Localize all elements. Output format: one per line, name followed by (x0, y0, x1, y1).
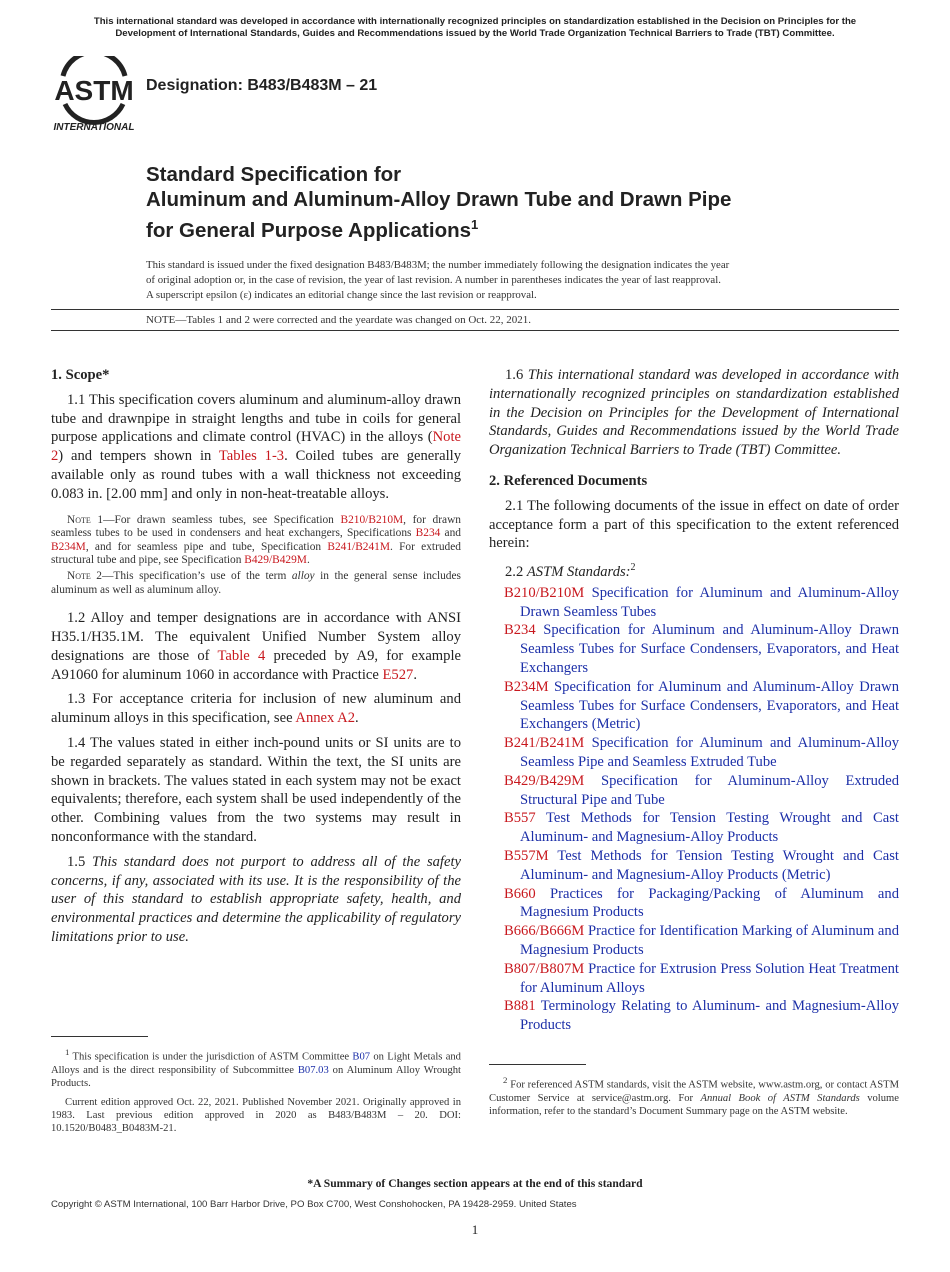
link-b07[interactable]: B07 (352, 1051, 371, 1063)
reference-item[interactable] (489, 734, 899, 772)
reference-title: Test Methods for Tension Testing Wrought and Cast Aluminum- and Magnesium-Alloy Products (520, 810, 899, 846)
footnote-rule-left (51, 1036, 148, 1037)
svg-text:INTERNATIONAL: INTERNATIONAL (53, 122, 135, 133)
link-b429[interactable]: B429/B429M (244, 554, 307, 567)
divider-top (51, 309, 899, 310)
reference-item[interactable] (489, 922, 899, 960)
reference-code: B234M (504, 678, 549, 695)
link-e527[interactable]: E527 (382, 666, 414, 683)
link-b210[interactable]: B210/B210M (340, 513, 404, 526)
reference-title: Test Methods for Tension Testing Wrought and Cast Aluminum- and Magnesium-Alloy Products (Metric) (520, 847, 899, 883)
link-b07-03[interactable]: B07.03 (297, 1064, 329, 1076)
left-column (51, 366, 461, 953)
svg-text:ASTM: ASTM (54, 75, 134, 106)
issued-statement: This standard is issued under the fixed designation B483/B483M; the number immediately following the designation indicates the year of original adoption or, in the case of revision, the year of last revision. A number in parentheses indicates the year of last reapproval. A superscript epsilon (ε) indicates an editorial change since the last revision or reapproval. (146, 259, 730, 301)
page-number: 1 (471, 1222, 479, 1237)
reference-item[interactable] (489, 621, 899, 677)
top-notice (45, 16, 905, 39)
top-notice-line2: Development of International Standards, Guides and Recommendations issued by the World Trade Organization Technical Barriers to Trade (TBT) Committee. (115, 27, 835, 39)
right-column (489, 366, 899, 1035)
reference-code: B429/B429M (504, 772, 585, 789)
reference-title: Practice for Identification Marking of Aluminum and Magnesium Products (520, 923, 899, 958)
reference-title: Specification for Aluminum and Aluminum-Alloy Drawn Seamless Tubes (520, 584, 899, 620)
reference-code: B234 (504, 622, 536, 639)
reference-title: Practices for Packaging/Packing of Aluminum and Magnesium Products (520, 885, 899, 921)
reference-code: B881 (504, 998, 536, 1015)
reference-title: Practice for Extrusion Press Solution Heat Treatment for Aluminum Alloys (520, 960, 899, 996)
reference-code: B210/B210M (504, 584, 585, 601)
reference-code: B241/B241M (504, 735, 585, 752)
reference-item[interactable] (489, 584, 899, 622)
reference-title: Terminology Relating to Aluminum- and Magnesium-Alloy Products (520, 998, 899, 1034)
reference-code: B557 (504, 810, 536, 827)
para-1-2: 1.2 Alloy and temper designations are in accordance with ANSI H35.1/H35.1M. The equivalent Unified Number System alloy designations are those of Table 4 preceded by A9, for example A91060 for aluminum 1060 in accordance with Practice E527. (51, 610, 461, 683)
para-1-6: 1.6 This international standard was developed in accordance with internationally recognized principles on standardization established in the Decision on Principles for the Development of International Standards, Guides and Recommendations issued by the World Trade Organization Technical Barriers to Trade (TBT) Committee. (489, 367, 900, 459)
footnote-1: $^1$ This specification is under the jurisdiction of ASTM Committee B07 on Light Metals and Alloys and is the direct responsibility of Subcommittee B07.03 on Aluminum Alloy Wrought Products. Current edition approved Oct. 22, 2021. Published November 2021. Originally approved in 1983. Last previous edition approved in 2020 as B483/B483M – 20. DOI: 10.1520/B0483_B0483M-21. (51, 1047, 461, 1134)
link-note-2[interactable]: Note 2 (51, 429, 461, 465)
title-footnote-mark: 1 (471, 217, 479, 232)
reference-title: Specification for Aluminum and Aluminum-Alloy Seamless Pipe and Seamless Extruded Tube (520, 735, 899, 770)
note-2: Note 2—This specification’s use of the term alloy in the general sense includes aluminum as well as aluminum alloy. (51, 569, 461, 596)
astm-logo (53, 56, 135, 134)
link-table-4[interactable]: Table 4 (217, 647, 266, 664)
link-b234m[interactable]: B234M (51, 540, 86, 553)
document-title (146, 162, 731, 243)
para-2-2: 2.2 ASTM Standards:$^2$ (505, 562, 636, 581)
link-b234[interactable]: B234 (415, 527, 441, 540)
footnote-rule-right (489, 1064, 586, 1065)
para-1-1: 1.1 This specification covers aluminum and aluminum-alloy drawn tube and drawnpipe in straight lengths and tube in coils for general purpose applications and climate control (HVAC) in the alloys (Note 2) and tempers shown in Tables 1-3. Coiled tubes are generally available only as round tubes with a wall thickness not exceeding 0.083 in. [2.00 mm] and only in non-heat-treatable alloys. (51, 391, 462, 502)
reference-item[interactable] (489, 960, 899, 998)
title-line1: Standard Specification for (146, 163, 402, 186)
designation: Designation: B483/B483M – 21 (146, 77, 378, 94)
link-b241[interactable]: B241/B241M (327, 540, 391, 553)
footnote-1-edition: Current edition approved Oct. 22, 2021. Published November 2021. Originally approved in 1983. Last previous edition approved in 2020 as B483/B483M – 20. DOI: 10.1520/B0483_B0483M-21. (51, 1096, 461, 1134)
reference-code: B557M (504, 847, 549, 864)
section-refs-heading: 2. Referenced Documents (489, 472, 648, 489)
para-1-3: 1.3 For acceptance criteria for inclusion of new aluminum and aluminum alloys in this specification, see Annex A2. (51, 691, 461, 727)
reference-item[interactable] (489, 678, 899, 734)
reference-code: B660 (504, 885, 536, 902)
title-line3: for General Purpose Applications$^1$ (146, 217, 479, 242)
reference-item[interactable] (489, 809, 899, 847)
top-notice-line1: This international standard was developed in accordance with internationally recognized principles on standardization established in the Decision on Principles for the (93, 16, 857, 27)
astm-logo-icon (53, 56, 135, 134)
reference-item[interactable] (489, 997, 899, 1035)
reference-item[interactable] (489, 885, 899, 923)
reference-title: Specification for Aluminum-Alloy Extruded Structural Pipe and Tube (520, 772, 899, 808)
reference-item[interactable] (489, 847, 899, 885)
link-tables-1-3[interactable]: Tables 1-3 (218, 448, 285, 465)
reference-item[interactable] (489, 772, 899, 810)
footnote-2: $^2$ For referenced ASTM standards, visit the ASTM website, www.astm.org, or contact ASTM Customer Service at service@astm.org. For Annual Book of ASTM Standards volume information, refer to the standard’s Document Summary page on the ASTM website. (489, 1075, 899, 1117)
reference-code: B807/B807M (504, 960, 585, 977)
reference-code: B666/B666M (504, 923, 585, 940)
para-1-4: 1.4 The values stated in either inch-pound units or SI units are to be regarded separately as standard. Within the text, the SI units are shown in brackets. The values stated in each system may not be exact equivalents; therefore, each system shall be used independently of the other. Combining values from the two systems may result in nonconformance with the standard. (51, 734, 461, 845)
reference-title: Specification for Aluminum and Aluminum-Alloy Drawn Seamless Tubes for Surface Condensers, Evaporators, and Heat Exchangers (Metric) (520, 678, 899, 733)
para-1-5: 1.5 This standard does not purport to address all of the safety concerns, if any, associated with its use. It is the responsibility of the user of this standard to establish appropriate safety, health, and environmental practices and determine the applicability of regulatory limitations prior to use. (51, 853, 461, 945)
note-1: Note 1—For drawn seamless tubes, see Specification B210/B210M, for drawn seamless tubes to be used in condensers and heat exchangers, Specifications B234 and B234M, and for seamless pipe and tube, Specification B241/B241M. For extruded structural tube and pipe, see Specification B429/B429M. (51, 513, 462, 567)
section-scope-heading: 1. Scope* (51, 367, 110, 383)
reference-title: Specification for Aluminum and Aluminum-Alloy Drawn Seamless Tubes for Surface Condensers, Evaporators, and Heat Exchangers (520, 622, 899, 677)
correction-note: NOTE—Tables 1 and 2 were corrected and the yeardate was changed on Oct. 22, 2021. (146, 314, 531, 326)
para-2-1: 2.1 The following documents of the issue in effect on date of order acceptance form a part of this specification to the extent referenced herein: (489, 497, 899, 552)
title-line2: Aluminum and Aluminum-Alloy Drawn Tube and Drawn Pipe (146, 188, 732, 211)
copyright: Copyright © ASTM International, 100 Barr Harbor Drive, PO Box C700, West Conshohocken, PA 19428-2959. United States (51, 1199, 577, 1210)
link-annex-a2[interactable]: Annex A2 (295, 710, 355, 727)
reference-list (489, 584, 899, 1035)
summary-of-changes-note: *A Summary of Changes section appears at the end of this standard (307, 1177, 643, 1190)
divider-bottom (51, 330, 899, 331)
